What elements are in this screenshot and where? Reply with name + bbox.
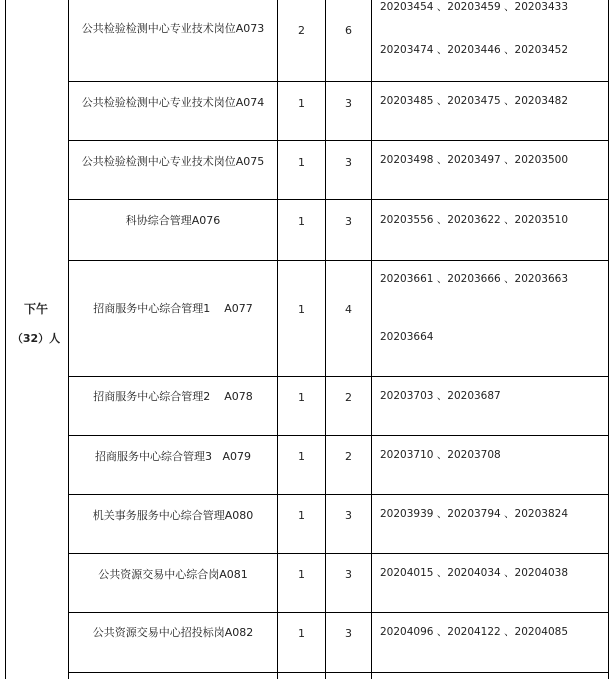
candidate-count-cell: 2 <box>345 450 352 463</box>
position-cell: 科协综合管理A076 <box>125 214 221 227</box>
candidate-ids-cell: 20203454 、20203459 、20203433 <box>380 1 569 13</box>
candidate-ids-cell: 20204096 、20204122 、20204085 <box>380 626 569 638</box>
candidate-count-cell: 3 <box>345 156 352 169</box>
grid-hline <box>68 494 609 495</box>
plan-count-cell: 1 <box>298 391 305 404</box>
candidate-count-cell: 3 <box>345 568 352 581</box>
position-cell: 公共资源交易中心招投标岗A082 <box>92 626 254 639</box>
grid-hline <box>68 260 609 261</box>
plan-count-cell: 1 <box>298 215 305 228</box>
position-cell: 公共检验检测中心专业技术岗位A073 <box>81 22 265 35</box>
position-cell: 招商服务中心综合管理3 A079 <box>94 450 251 463</box>
candidate-ids-cell: 20203485 、20203475 、20203482 <box>380 95 569 107</box>
candidate-ids-cell: 20203939 、20203794 、20203824 <box>380 508 569 520</box>
grid-hline <box>68 376 609 377</box>
candidate-count-cell: 2 <box>345 391 352 404</box>
plan-count-cell: 2 <box>298 24 305 37</box>
candidate-ids-cell: 20203474 、20203446 、20203452 <box>380 44 569 56</box>
candidate-ids-cell: 20203664 <box>380 331 434 343</box>
grid-vline <box>371 0 372 679</box>
plan-count-cell: 1 <box>298 156 305 169</box>
grid-vline <box>608 0 609 679</box>
candidate-count-cell: 6 <box>345 24 352 37</box>
grid-hline <box>68 612 609 613</box>
position-cell: 公共资源交易中心综合岗A081 <box>98 568 248 581</box>
session-group-label: 下午 <box>23 302 48 316</box>
candidate-ids-cell: 20203498 、20203497 、20203500 <box>380 154 569 166</box>
plan-count-cell: 1 <box>298 509 305 522</box>
plan-count-cell: 1 <box>298 568 305 581</box>
candidate-ids-cell: 20203661 、20203666 、20203663 <box>380 273 569 285</box>
plan-count-cell: 1 <box>298 450 305 463</box>
plan-count-cell: 1 <box>298 97 305 110</box>
grid-hline <box>68 199 609 200</box>
position-cell: 招商服务中心综合管理2 A078 <box>93 390 253 403</box>
candidate-ids-cell: 20203556 、20203622 、20203510 <box>380 214 569 226</box>
grid-hline <box>68 140 609 141</box>
position-cell: 招商服务中心综合管理1 A077 <box>93 302 253 315</box>
position-cell: 公共检验检测中心专业技术岗位A075 <box>81 155 265 168</box>
position-cell: 公共检验检测中心专业技术岗位A074 <box>81 96 265 109</box>
candidate-ids-cell: 20203710 、20203708 <box>380 449 501 461</box>
grid-hline <box>68 553 609 554</box>
plan-count-cell: 1 <box>298 303 305 316</box>
grid-hline <box>68 435 609 436</box>
candidate-count-cell: 3 <box>345 509 352 522</box>
candidate-ids-cell: 20203703 、20203687 <box>380 390 501 402</box>
candidate-count-cell: 3 <box>345 97 352 110</box>
candidate-ids-cell: 20204015 、20204034 、20204038 <box>380 567 569 579</box>
grid-hline <box>68 81 609 82</box>
position-cell: 机关事务服务中心综合管理A080 <box>92 509 254 522</box>
session-group-count: （32）人 <box>11 332 61 345</box>
candidate-count-cell: 4 <box>345 303 352 316</box>
plan-count-cell: 1 <box>298 627 305 640</box>
grid-hline <box>68 672 609 673</box>
candidate-count-cell: 3 <box>345 215 352 228</box>
candidate-count-cell: 3 <box>345 627 352 640</box>
